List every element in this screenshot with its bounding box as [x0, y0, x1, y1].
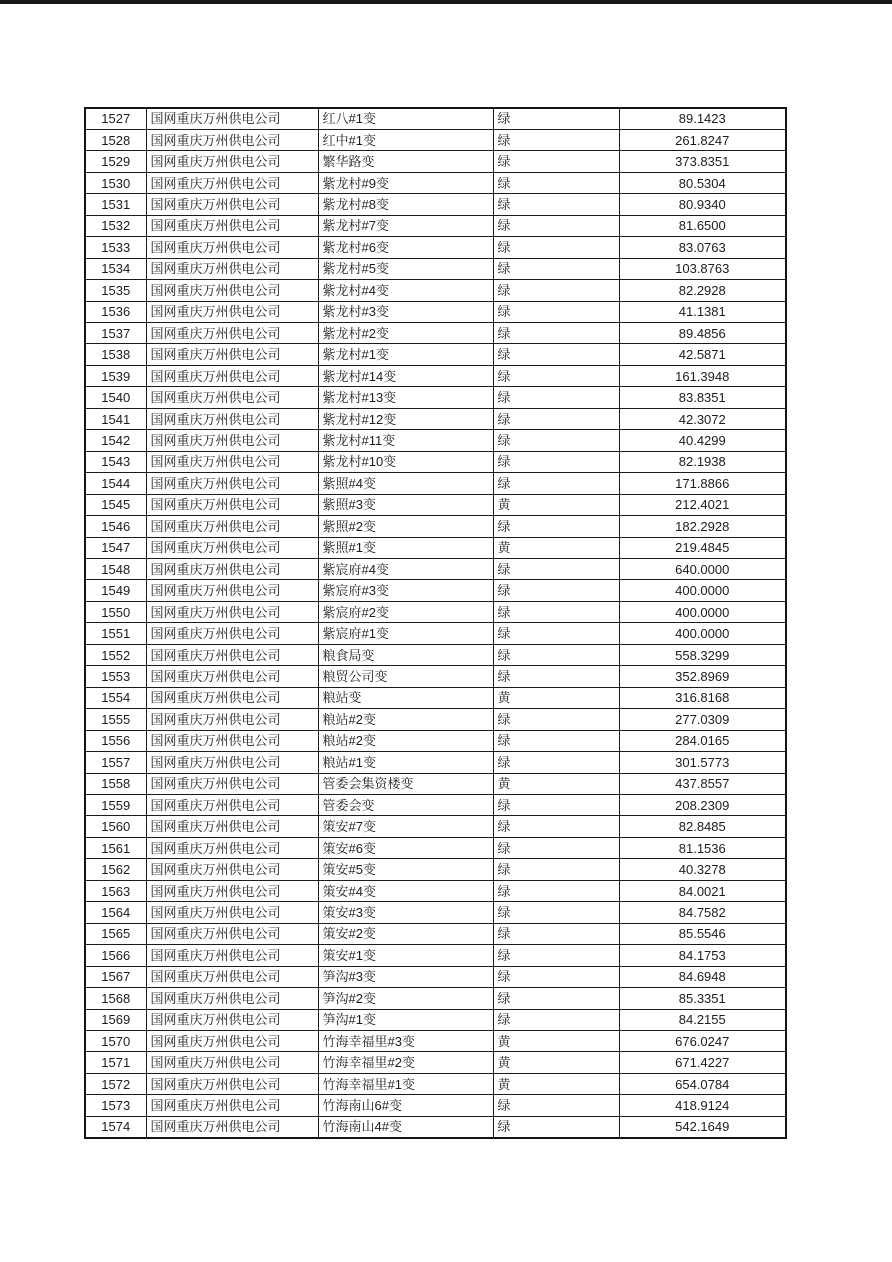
cell-value: 41.1381	[619, 301, 786, 322]
cell-status-color: 黄	[493, 1073, 619, 1094]
cell-value: 85.5546	[619, 923, 786, 944]
cell-status-color: 绿	[493, 666, 619, 687]
cell-substation: 紫宸府#2变	[318, 601, 493, 622]
table-row	[85, 687, 786, 708]
cell-value: 219.4845	[619, 537, 786, 558]
cell-value: 40.4299	[619, 430, 786, 451]
cell-status-color: 绿	[493, 559, 619, 580]
cell-company: 国网重庆万州供电公司	[146, 795, 318, 816]
cell-status-color: 绿	[493, 323, 619, 344]
table-row	[85, 902, 786, 923]
cell-value: 84.2155	[619, 1009, 786, 1030]
cell-company: 国网重庆万州供电公司	[146, 1030, 318, 1051]
cell-row-no: 1565	[85, 923, 146, 944]
cell-company: 国网重庆万州供电公司	[146, 387, 318, 408]
cell-company: 国网重庆万州供电公司	[146, 880, 318, 901]
cell-row-no: 1543	[85, 451, 146, 472]
cell-company: 国网重庆万州供电公司	[146, 837, 318, 858]
cell-company: 国网重庆万州供电公司	[146, 516, 318, 537]
cell-value: 161.3948	[619, 365, 786, 386]
cell-row-no: 1536	[85, 301, 146, 322]
cell-company: 国网重庆万州供电公司	[146, 151, 318, 172]
cell-value: 40.3278	[619, 859, 786, 880]
cell-company: 国网重庆万州供电公司	[146, 816, 318, 837]
cell-company: 国网重庆万州供电公司	[146, 1116, 318, 1137]
table-row	[85, 795, 786, 816]
cell-row-no: 1542	[85, 430, 146, 451]
cell-value: 82.1938	[619, 451, 786, 472]
cell-row-no: 1532	[85, 215, 146, 236]
cell-status-color: 绿	[493, 1009, 619, 1030]
cell-company: 国网重庆万州供电公司	[146, 644, 318, 665]
table-row	[85, 988, 786, 1009]
table-row	[85, 365, 786, 386]
cell-value: 558.3299	[619, 644, 786, 665]
cell-substation: 竹海幸福里#1变	[318, 1073, 493, 1094]
cell-status-color: 绿	[493, 966, 619, 987]
cell-substation: 红中#1变	[318, 129, 493, 150]
cell-substation: 竹海南山6#变	[318, 1095, 493, 1116]
cell-row-no: 1533	[85, 237, 146, 258]
cell-value: 284.0165	[619, 730, 786, 751]
table-row	[85, 194, 786, 215]
cell-substation: 策安#6变	[318, 837, 493, 858]
table-row	[85, 623, 786, 644]
cell-substation: 策安#7变	[318, 816, 493, 837]
cell-company: 国网重庆万州供电公司	[146, 752, 318, 773]
cell-status-color: 黄	[493, 1052, 619, 1073]
cell-status-color: 绿	[493, 1095, 619, 1116]
cell-company: 国网重庆万州供电公司	[146, 237, 318, 258]
cell-company: 国网重庆万州供电公司	[146, 408, 318, 429]
cell-value: 400.0000	[619, 580, 786, 601]
cell-substation: 紫龙村#12变	[318, 408, 493, 429]
table-row	[85, 1116, 786, 1137]
cell-company: 国网重庆万州供电公司	[146, 1009, 318, 1030]
cell-value: 437.8557	[619, 773, 786, 794]
cell-value: 82.2928	[619, 280, 786, 301]
cell-company: 国网重庆万州供电公司	[146, 537, 318, 558]
table-row	[85, 387, 786, 408]
cell-value: 654.0784	[619, 1073, 786, 1094]
cell-status-color: 黄	[493, 1030, 619, 1051]
cell-status-color: 绿	[493, 923, 619, 944]
cell-row-no: 1550	[85, 601, 146, 622]
cell-row-no: 1570	[85, 1030, 146, 1051]
table-row	[85, 1073, 786, 1094]
cell-value: 42.3072	[619, 408, 786, 429]
cell-company: 国网重庆万州供电公司	[146, 451, 318, 472]
cell-status-color: 绿	[493, 151, 619, 172]
cell-substation: 竹海南山4#变	[318, 1116, 493, 1137]
cell-row-no: 1539	[85, 365, 146, 386]
cell-value: 81.6500	[619, 215, 786, 236]
cell-status-color: 绿	[493, 194, 619, 215]
cell-status-color: 绿	[493, 623, 619, 644]
table-row	[85, 880, 786, 901]
cell-company: 国网重庆万州供电公司	[146, 730, 318, 751]
cell-status-color: 绿	[493, 108, 619, 129]
cell-substation: 紫照#3变	[318, 494, 493, 515]
cell-company: 国网重庆万州供电公司	[146, 194, 318, 215]
table-row	[85, 1052, 786, 1073]
cell-substation: 紫龙村#6变	[318, 237, 493, 258]
cell-value: 182.2928	[619, 516, 786, 537]
cell-substation: 笋沟#2变	[318, 988, 493, 1009]
cell-company: 国网重庆万州供电公司	[146, 108, 318, 129]
cell-row-no: 1545	[85, 494, 146, 515]
cell-company: 国网重庆万州供电公司	[146, 988, 318, 1009]
table-row	[85, 323, 786, 344]
cell-substation: 管委会变	[318, 795, 493, 816]
cell-company: 国网重庆万州供电公司	[146, 859, 318, 880]
cell-substation: 策安#5变	[318, 859, 493, 880]
table-row	[85, 859, 786, 880]
table-row	[85, 837, 786, 858]
cell-substation: 策安#2变	[318, 923, 493, 944]
cell-status-color: 绿	[493, 880, 619, 901]
cell-substation: 紫龙村#13变	[318, 387, 493, 408]
cell-row-no: 1527	[85, 108, 146, 129]
substation-readings-table	[84, 107, 787, 1139]
table-row	[85, 237, 786, 258]
cell-company: 国网重庆万州供电公司	[146, 923, 318, 944]
cell-value: 542.1649	[619, 1116, 786, 1137]
table-row	[85, 473, 786, 494]
cell-value: 352.8969	[619, 666, 786, 687]
table-row	[85, 1009, 786, 1030]
cell-row-no: 1530	[85, 172, 146, 193]
table-row	[85, 730, 786, 751]
cell-company: 国网重庆万州供电公司	[146, 301, 318, 322]
cell-substation: 紫龙村#14变	[318, 365, 493, 386]
cell-company: 国网重庆万州供电公司	[146, 1052, 318, 1073]
cell-company: 国网重庆万州供电公司	[146, 430, 318, 451]
cell-row-no: 1549	[85, 580, 146, 601]
cell-substation: 紫宸府#3变	[318, 580, 493, 601]
table-row	[85, 301, 786, 322]
cell-row-no: 1537	[85, 323, 146, 344]
table-row	[85, 108, 786, 129]
cell-value: 84.1753	[619, 945, 786, 966]
cell-status-color: 绿	[493, 473, 619, 494]
cell-value: 171.8866	[619, 473, 786, 494]
cell-substation: 粮站#2变	[318, 709, 493, 730]
table-row	[85, 280, 786, 301]
cell-row-no: 1571	[85, 1052, 146, 1073]
table-row	[85, 129, 786, 150]
cell-row-no: 1528	[85, 129, 146, 150]
cell-substation: 紫龙村#2变	[318, 323, 493, 344]
cell-substation: 策安#4变	[318, 880, 493, 901]
cell-value: 671.4227	[619, 1052, 786, 1073]
cell-row-no: 1544	[85, 473, 146, 494]
cell-status-color: 绿	[493, 816, 619, 837]
table-row	[85, 601, 786, 622]
cell-status-color: 绿	[493, 215, 619, 236]
top-border-bar	[0, 0, 892, 4]
cell-value: 676.0247	[619, 1030, 786, 1051]
table-row	[85, 408, 786, 429]
table-row	[85, 430, 786, 451]
cell-row-no: 1540	[85, 387, 146, 408]
cell-row-no: 1548	[85, 559, 146, 580]
cell-substation: 笋沟#1变	[318, 1009, 493, 1030]
cell-row-no: 1560	[85, 816, 146, 837]
cell-row-no: 1564	[85, 902, 146, 923]
cell-substation: 紫龙村#9变	[318, 172, 493, 193]
table-row	[85, 537, 786, 558]
cell-row-no: 1554	[85, 687, 146, 708]
cell-status-color: 绿	[493, 795, 619, 816]
cell-status-color: 绿	[493, 709, 619, 730]
cell-status-color: 绿	[493, 580, 619, 601]
cell-row-no: 1531	[85, 194, 146, 215]
cell-row-no: 1569	[85, 1009, 146, 1030]
cell-substation: 策安#3变	[318, 902, 493, 923]
cell-status-color: 绿	[493, 902, 619, 923]
cell-value: 82.8485	[619, 816, 786, 837]
table-row	[85, 151, 786, 172]
table-row	[85, 559, 786, 580]
cell-row-no: 1535	[85, 280, 146, 301]
cell-status-color: 绿	[493, 408, 619, 429]
cell-substation: 紫照#2变	[318, 516, 493, 537]
cell-company: 国网重庆万州供电公司	[146, 687, 318, 708]
cell-company: 国网重庆万州供电公司	[146, 172, 318, 193]
cell-value: 80.5304	[619, 172, 786, 193]
cell-company: 国网重庆万州供电公司	[146, 258, 318, 279]
cell-substation: 紫龙村#11变	[318, 430, 493, 451]
cell-status-color: 绿	[493, 280, 619, 301]
cell-status-color: 绿	[493, 129, 619, 150]
cell-value: 316.8168	[619, 687, 786, 708]
cell-status-color: 绿	[493, 988, 619, 1009]
cell-status-color: 绿	[493, 837, 619, 858]
cell-substation: 紫龙村#5变	[318, 258, 493, 279]
cell-row-no: 1555	[85, 709, 146, 730]
cell-value: 400.0000	[619, 601, 786, 622]
cell-status-color: 黄	[493, 687, 619, 708]
cell-row-no: 1563	[85, 880, 146, 901]
cell-substation: 紫宸府#1变	[318, 623, 493, 644]
table-row	[85, 580, 786, 601]
cell-company: 国网重庆万州供电公司	[146, 344, 318, 365]
cell-company: 国网重庆万州供电公司	[146, 559, 318, 580]
cell-value: 400.0000	[619, 623, 786, 644]
cell-company: 国网重庆万州供电公司	[146, 773, 318, 794]
table-row	[85, 215, 786, 236]
cell-value: 84.7582	[619, 902, 786, 923]
cell-value: 83.8351	[619, 387, 786, 408]
cell-row-no: 1567	[85, 966, 146, 987]
cell-value: 84.6948	[619, 966, 786, 987]
cell-row-no: 1562	[85, 859, 146, 880]
cell-value: 277.0309	[619, 709, 786, 730]
cell-status-color: 绿	[493, 730, 619, 751]
cell-status-color: 绿	[493, 601, 619, 622]
cell-company: 国网重庆万州供电公司	[146, 902, 318, 923]
cell-substation: 粮站#2变	[318, 730, 493, 751]
cell-value: 640.0000	[619, 559, 786, 580]
cell-company: 国网重庆万州供电公司	[146, 623, 318, 644]
cell-substation: 粮站变	[318, 687, 493, 708]
cell-company: 国网重庆万州供电公司	[146, 945, 318, 966]
cell-substation: 红八#1变	[318, 108, 493, 129]
cell-company: 国网重庆万州供电公司	[146, 323, 318, 344]
cell-value: 373.8351	[619, 151, 786, 172]
cell-substation: 粮贸公司变	[318, 666, 493, 687]
cell-substation: 紫照#1变	[318, 537, 493, 558]
table-row	[85, 258, 786, 279]
cell-value: 89.4856	[619, 323, 786, 344]
cell-value: 85.3351	[619, 988, 786, 1009]
cell-row-no: 1546	[85, 516, 146, 537]
table-body	[85, 108, 786, 1138]
cell-company: 国网重庆万州供电公司	[146, 365, 318, 386]
table-row	[85, 451, 786, 472]
cell-substation: 竹海幸福里#3变	[318, 1030, 493, 1051]
cell-row-no: 1541	[85, 408, 146, 429]
cell-row-no: 1553	[85, 666, 146, 687]
table-row	[85, 516, 786, 537]
cell-row-no: 1551	[85, 623, 146, 644]
table-row	[85, 494, 786, 515]
table-row	[85, 945, 786, 966]
cell-company: 国网重庆万州供电公司	[146, 129, 318, 150]
cell-status-color: 绿	[493, 301, 619, 322]
cell-company: 国网重庆万州供电公司	[146, 280, 318, 301]
cell-value: 42.5871	[619, 344, 786, 365]
table-row	[85, 666, 786, 687]
cell-row-no: 1566	[85, 945, 146, 966]
cell-status-color: 黄	[493, 537, 619, 558]
cell-row-no: 1538	[85, 344, 146, 365]
cell-substation: 竹海幸福里#2变	[318, 1052, 493, 1073]
table-row	[85, 752, 786, 773]
cell-company: 国网重庆万州供电公司	[146, 494, 318, 515]
cell-value: 89.1423	[619, 108, 786, 129]
cell-substation: 紫龙村#10变	[318, 451, 493, 472]
cell-row-no: 1534	[85, 258, 146, 279]
table-row	[85, 644, 786, 665]
cell-company: 国网重庆万州供电公司	[146, 1095, 318, 1116]
cell-status-color: 绿	[493, 752, 619, 773]
cell-value: 418.9124	[619, 1095, 786, 1116]
cell-status-color: 绿	[493, 258, 619, 279]
cell-status-color: 绿	[493, 387, 619, 408]
cell-row-no: 1529	[85, 151, 146, 172]
cell-company: 国网重庆万州供电公司	[146, 473, 318, 494]
cell-company: 国网重庆万州供电公司	[146, 215, 318, 236]
cell-substation: 紫龙村#3变	[318, 301, 493, 322]
table-row	[85, 773, 786, 794]
cell-value: 103.8763	[619, 258, 786, 279]
cell-substation: 紫龙村#4变	[318, 280, 493, 301]
cell-row-no: 1552	[85, 644, 146, 665]
cell-substation: 紫龙村#1变	[318, 344, 493, 365]
cell-substation: 紫照#4变	[318, 473, 493, 494]
cell-status-color: 绿	[493, 237, 619, 258]
cell-substation: 管委会集资楼变	[318, 773, 493, 794]
cell-status-color: 绿	[493, 945, 619, 966]
cell-substation: 粮食局变	[318, 644, 493, 665]
cell-status-color: 绿	[493, 172, 619, 193]
cell-value: 83.0763	[619, 237, 786, 258]
cell-status-color: 绿	[493, 1116, 619, 1137]
cell-substation: 紫龙村#7变	[318, 215, 493, 236]
cell-substation: 繁华路变	[318, 151, 493, 172]
cell-status-color: 绿	[493, 344, 619, 365]
cell-substation: 策安#1变	[318, 945, 493, 966]
cell-company: 国网重庆万州供电公司	[146, 666, 318, 687]
cell-company: 国网重庆万州供电公司	[146, 1073, 318, 1094]
cell-row-no: 1556	[85, 730, 146, 751]
cell-row-no: 1547	[85, 537, 146, 558]
cell-company: 国网重庆万州供电公司	[146, 966, 318, 987]
cell-row-no: 1558	[85, 773, 146, 794]
table-row	[85, 966, 786, 987]
cell-status-color: 黄	[493, 773, 619, 794]
cell-substation: 笋沟#3变	[318, 966, 493, 987]
table-row	[85, 709, 786, 730]
cell-value: 81.1536	[619, 837, 786, 858]
table-row	[85, 344, 786, 365]
cell-row-no: 1573	[85, 1095, 146, 1116]
cell-company: 国网重庆万州供电公司	[146, 601, 318, 622]
cell-substation: 紫宸府#4变	[318, 559, 493, 580]
cell-status-color: 绿	[493, 451, 619, 472]
table-row	[85, 816, 786, 837]
cell-row-no: 1568	[85, 988, 146, 1009]
cell-status-color: 黄	[493, 494, 619, 515]
cell-status-color: 绿	[493, 365, 619, 386]
cell-value: 212.4021	[619, 494, 786, 515]
cell-value: 301.5773	[619, 752, 786, 773]
cell-value: 80.9340	[619, 194, 786, 215]
table-row	[85, 1030, 786, 1051]
cell-row-no: 1574	[85, 1116, 146, 1137]
cell-status-color: 绿	[493, 430, 619, 451]
cell-row-no: 1559	[85, 795, 146, 816]
cell-status-color: 绿	[493, 859, 619, 880]
cell-company: 国网重庆万州供电公司	[146, 580, 318, 601]
table-row	[85, 172, 786, 193]
table-row	[85, 1095, 786, 1116]
cell-row-no: 1557	[85, 752, 146, 773]
cell-row-no: 1561	[85, 837, 146, 858]
cell-status-color: 绿	[493, 516, 619, 537]
cell-value: 208.2309	[619, 795, 786, 816]
cell-row-no: 1572	[85, 1073, 146, 1094]
cell-status-color: 绿	[493, 644, 619, 665]
cell-substation: 紫龙村#8变	[318, 194, 493, 215]
cell-company: 国网重庆万州供电公司	[146, 709, 318, 730]
cell-value: 261.8247	[619, 129, 786, 150]
cell-substation: 粮站#1变	[318, 752, 493, 773]
cell-value: 84.0021	[619, 880, 786, 901]
table-row	[85, 923, 786, 944]
